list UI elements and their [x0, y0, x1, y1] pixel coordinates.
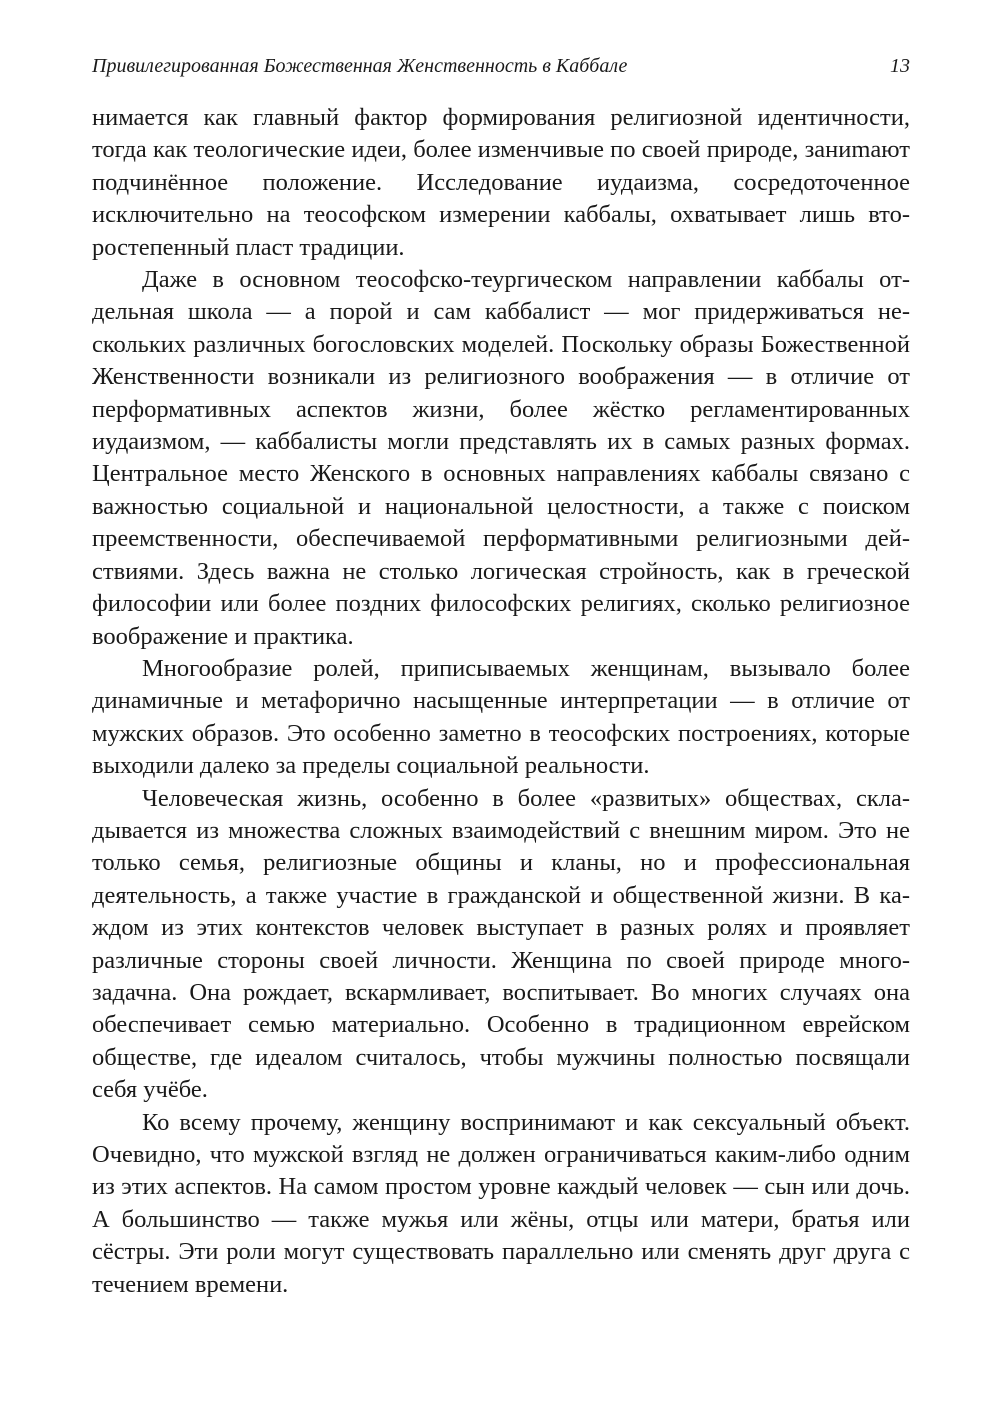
paragraph: Многообразие ролей, приписываемых женщинам, вызывало более динамичные и метафорично насыщенные интерпретации — в отличие от мужских образов. Это особенно заметно в теософских построениях, которые выходили далеко за пределы социальной реальности. — [92, 654, 910, 780]
paragraph: Ко всему прочему, женщину воспринимают и как сексуальный объект. Очевидно, что мужской взгляд не должен ограничиваться каким-либо одним из этих аспектов. На самом простом уровне каждый человек — сын или дочь. А большинство — также мужья или жёны, отцы или матери, братья или сёстры. Эти роли могут существовать параллельно или сменять друг друга с течением времени. — [92, 1108, 910, 1298]
paragraph: Человеческая жизнь, особенно в более «развитых» обществах, складывается из множества сложных взаимодействий с внешним миром. Это не только семья, религиозные общины и кланы, но и профессиональная деятельность, а также участие в гражданской и общественной жизни. В каждом из этих контекстов человек выступает в разных ролях и проявляет различные стороны своей личности. Женщина по своей природе многозадачна. Она рождает, вскармливает, воспитывает. Во многих случаях она обеспечивает семью материально. Особенно в традиционном еврейском обществе, где идеалом считалось, чтобы мужчины полностью посвящали себя учёбе. — [92, 784, 910, 1104]
paragraph-continued: нимается как главный фактор формирования религиозной идентичности, тогда как теологические идеи, более изменчивые по своей природе, заниmают подчинённое положение. Исследование иудаизма, сосредоточенное исключительно на теософском измерении каббалы, охватывает лишь второстепенный пласт традиции. — [92, 104, 910, 261]
paragraph: Даже в основном теософско-теургическом направлении каббалы отдельная школа — а порой и сам каббалист — мог придерживаться нескольких различных богословских моделей. Поскольку образы Божественной Женственности возникали из религиозного воображения — в отличие от перформативных аспектов жизни, более жёстко регламентированных иудаизмом, — каббалисты могли представлять их в самых разных формах. Центральное место Женского в основных направлениях каббалы связано с важностью социальной и национальной целостности, а также с поиском преемственности, обеспечиваемой перформативными религиозными действиями. Здесь важна не столько логическая стройность, как в греческой философии или более поздних философских религиях, сколько религиозное воображение и практика. — [92, 266, 910, 650]
running-header — [92, 52, 910, 80]
page-number: 13 — [890, 55, 910, 77]
running-title: Привилегированная Божественная Женственность в Каббале — [92, 55, 628, 77]
body-text — [92, 102, 910, 1301]
